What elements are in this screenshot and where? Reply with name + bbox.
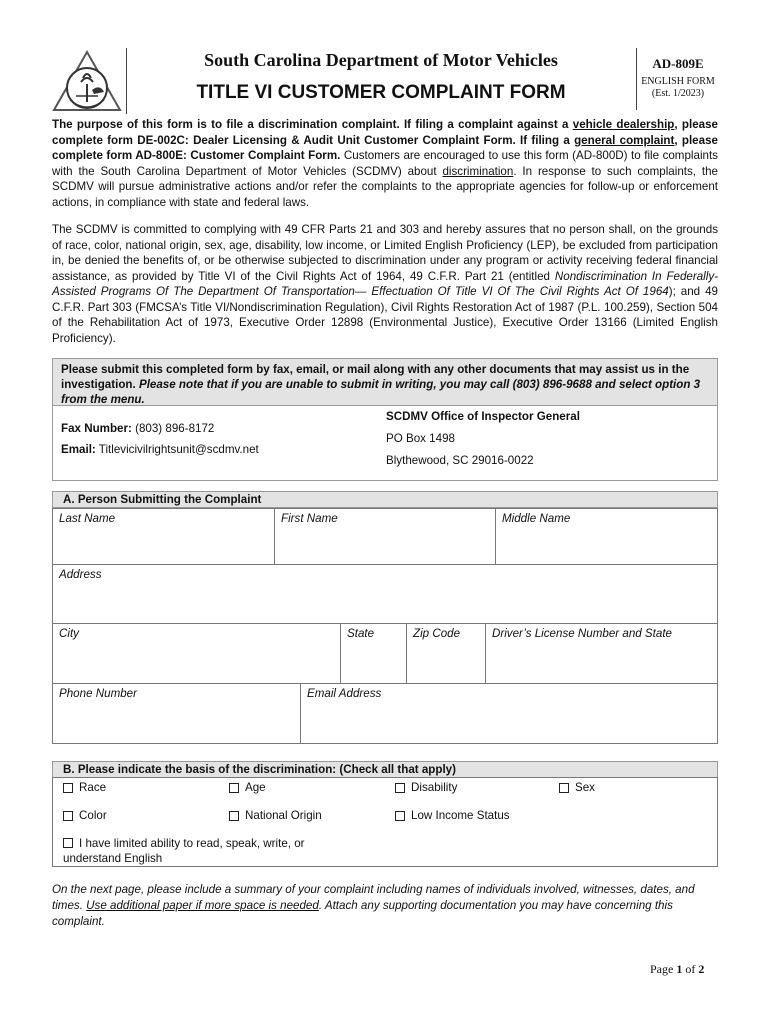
scdmv-seal-icon (52, 50, 122, 114)
commitment-text: The SCDMV is committed to complying with 49 CFR Parts 21 and 303 and hereby assures that no person shall, on the grounds of race, color, national origin, sex, age, disability, low income, or Limited English Proficiency (LEP), be excluded from participation in, be denied the benefits of, or be otherwise subjected to discrimination under any program or activity receiving federal financial assistance, as provided by Title VI of the Civil Rights Act of 1964, 49 C.F.R. Part 21 (entitled (52, 223, 718, 283)
form-established: (Est. 1/2023) (651, 88, 705, 99)
national-origin-checkbox[interactable] (229, 811, 239, 821)
footnote-text: On the next page, please include a summary of your complaint including names of individuals involved, witnesses, dates, and times. (52, 883, 695, 912)
general-complaint-link[interactable]: general complaint (574, 133, 675, 147)
age-label: Age (245, 781, 266, 794)
discrimination-link[interactable]: discrimination (442, 164, 514, 178)
last-name-label: Last Name (59, 512, 116, 525)
address-field[interactable] (53, 565, 717, 624)
page-number (650, 962, 704, 977)
complainant-grid (52, 508, 718, 744)
header-divider (636, 48, 637, 110)
vehicle-dealership-link[interactable]: vehicle dealership (572, 118, 675, 131)
city-line: Blythewood, SC 29016-0022 (386, 454, 534, 467)
color-checkbox[interactable] (63, 811, 73, 821)
email-label-field: Email Address (307, 687, 382, 700)
page-total: 2 (698, 962, 705, 976)
form-language: ENGLISH FORM (641, 76, 715, 87)
age-option[interactable] (229, 781, 266, 794)
lep-option[interactable] (63, 836, 343, 866)
color-label: Color (79, 809, 107, 822)
form-code: AD-809E (652, 56, 704, 71)
intro-text: . In response to such complaints, the SCDMV will pursue administrative actions and/or refer the complaints to the appropriate agencies for follow-up or enforcement actions, in compliance with state and federal laws. (52, 164, 718, 209)
disability-checkbox[interactable] (395, 783, 405, 793)
zip-label: Zip Code (413, 627, 461, 640)
phone-label: Phone Number (59, 687, 137, 700)
contact-info (52, 405, 718, 481)
last-name-field[interactable] (53, 509, 275, 565)
email-address[interactable]: Titlevicivilrightsunit@scdmv.net (95, 443, 259, 456)
section-b-heading: B. Please indicate the basis of the discrimination: (Check all that apply) (52, 761, 718, 778)
sex-checkbox[interactable] (559, 783, 569, 793)
email-label: Email: (61, 443, 96, 456)
middle-name-field[interactable] (496, 509, 717, 565)
race-option[interactable] (63, 781, 106, 794)
intro-paragraph (52, 117, 718, 210)
intro-text: Customers are encouraged to use this form (AD-800D) to file complaints with the South Carolina Department of Motor Vehicles (SCDMV) about (52, 149, 718, 178)
low-income-checkbox[interactable] (395, 811, 405, 821)
race-checkbox[interactable] (63, 783, 73, 793)
po-box: PO Box 1498 (386, 432, 455, 445)
phone-field[interactable] (53, 684, 301, 743)
discrimination-basis-options (52, 777, 718, 867)
submission-instructions (52, 358, 718, 406)
office-name: SCDMV Office of Inspector General (386, 410, 580, 423)
commitment-text: ); and 49 C.F.R. Part 303 (FMCSA’s Title VI/Nondiscrimination Regulation), Civil Rights Restoration Act of 1987 (P.L. 100.259), Section 504 of the Rehabilitation Act of 1973, Executive Order 12898 (Environmental Justice), Executive Order 13166 (Limited English Proficiency). (52, 285, 718, 345)
commitment-title: Nondiscrimination In Federally-Assisted Programs Of The Department Of Transportation— Effectuation Of Title VI Of The Civil Rights Act Of 1964 (52, 269, 718, 298)
intro-text: The purpose of this form is to file a discrimination complaint. If filing a complaint against a (52, 118, 573, 131)
disability-option[interactable] (395, 781, 457, 794)
footnote-underlined: Use additional paper if more space is needed (86, 899, 319, 912)
agency-title: South Carolina Department of Motor Vehicles (204, 50, 558, 70)
submission-text: Please submit this completed form by fax, email, or mail along with any other documents that may assist us in the investigation. (61, 363, 690, 391)
page-mid: of (682, 962, 699, 976)
fax-label: Fax Number: (61, 422, 132, 435)
middle-name-label: Middle Name (502, 512, 571, 525)
intro-text: , please complete form AD-800E: Customer Complaint Form. (52, 133, 718, 162)
zip-field[interactable] (407, 624, 486, 684)
intro-text: , please complete form DE-002C: Dealer Licensing & Audit Unit Customer Complaint Form. If filing a (52, 118, 718, 147)
address-label: Address (59, 568, 102, 581)
section-a-heading: A. Person Submitting the Complaint (52, 491, 718, 508)
first-name-label: First Name (281, 512, 338, 525)
license-label: Driver’s License Number and State (492, 627, 673, 640)
sex-label: Sex (575, 781, 595, 794)
national-origin-option[interactable] (229, 809, 322, 822)
submission-note: Please note that if you are unable to submit in writing, you may call (803) 896-9688 and select option 3 from the menu. (61, 378, 701, 406)
header-divider (126, 48, 127, 114)
race-label: Race (79, 781, 107, 794)
city-field[interactable] (53, 624, 341, 684)
commitment-paragraph (52, 222, 718, 346)
page-current: 1 (676, 962, 683, 976)
state-field[interactable] (341, 624, 407, 684)
national-origin-label: National Origin (245, 809, 322, 822)
first-name-field[interactable] (275, 509, 496, 565)
city-label: City (59, 627, 79, 640)
age-checkbox[interactable] (229, 783, 239, 793)
email-field[interactable] (301, 684, 717, 743)
disability-label: Disability (411, 781, 458, 794)
form-id-block (638, 56, 718, 99)
form-title: TITLE VI CUSTOMER COMPLAINT FORM (196, 82, 566, 103)
next-page-instructions (52, 882, 718, 930)
low-income-option[interactable] (395, 809, 510, 822)
color-option[interactable] (63, 809, 107, 822)
low-income-label: Low Income Status (411, 809, 510, 822)
license-field[interactable] (486, 624, 717, 684)
fax-number: (803) 896-8172 (131, 422, 215, 435)
lep-checkbox[interactable] (63, 838, 73, 848)
lep-label: I have limited ability to read, speak, write, or understand English (63, 837, 305, 865)
footnote-text: . Attach any supporting documentation you may have concerning this complaint. (52, 899, 673, 928)
form-header (52, 44, 718, 116)
sex-option[interactable] (559, 781, 595, 794)
page-prefix: Page (650, 962, 677, 976)
state-label: State (347, 627, 375, 640)
